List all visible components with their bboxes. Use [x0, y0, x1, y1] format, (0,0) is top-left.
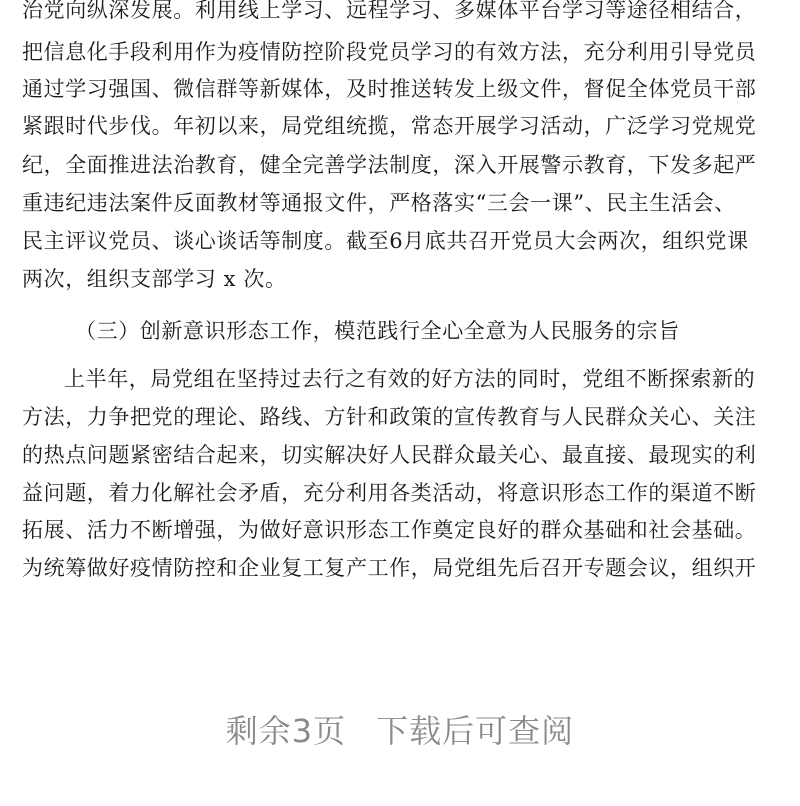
remaining-pages-text: 剩余3页 [225, 712, 347, 750]
paragraph-2-line-3: 的热点问题紧密结合起来，切实解决好人民群众最关心、最直接、最现实的利 [22, 443, 757, 467]
paragraph-2-line-5: 拓展、活力不断增强，为做好意识形态工作奠定良好的群众基础和社会基础。 [22, 518, 757, 542]
paragraph-1-line-2: 把信息化手段利用作为疫情防控阶段党员学习的有效方法，充分利用引导党员 [22, 40, 757, 64]
paragraph-1-line-6: 重违纪违法案件反面教材等通报文件，严格落实“三会一课”、民主生活会、 [22, 191, 736, 215]
paragraph-1-line-1: 治党向纵深发展。利用线上学习、远程学习、多媒体平台学习等途径相结合， [22, 0, 757, 22]
section-heading: （三）创新意识形态工作，模范践行全心全意为人民服务的宗旨 [75, 319, 680, 343]
paragraph-2-line-2: 方法，力争把党的理论、路线、方针和政策的宣传教育与人民群众关心、关注 [22, 405, 757, 429]
paragraph-1-line-5: 纪，全面推进法治教育，健全完善学法制度，深入开展警示教育，下发多起严 [22, 153, 757, 177]
paragraph-2-line-4: 益问题，着力化解社会矛盾，充分利用各类活动，将意识形态工作的渠道不断 [22, 481, 757, 505]
paragraph-1-line-4: 紧跟时代步伐。年初以来，局党组统揽，常态开展学习活动，广泛学习党规党 [22, 114, 757, 138]
download-prompt-text: 下载后可查阅 [376, 712, 575, 750]
paragraph-2-line-1: 上半年，局党组在坚持过去行之有效的好方法的同时，党组不断探索新的 [64, 367, 756, 391]
paragraph-1-line-8: 两次，组织支部学习 x 次。 [22, 267, 287, 291]
paragraph-1-line-3: 通过学习强国、微信群等新媒体，及时推送转发上级文件，督促全体党员干部 [22, 77, 757, 101]
remaining-pages-notice[interactable] [0, 706, 800, 752]
paragraph-1-line-7: 民主评议党员、谈心谈话等制度。截至6月底共召开党员大会两次，组织党课 [22, 229, 749, 253]
paragraph-2-line-6: 为统筹做好疫情防控和企业复工复产工作，局党组先后召开专题会议，组织开 [22, 556, 757, 580]
